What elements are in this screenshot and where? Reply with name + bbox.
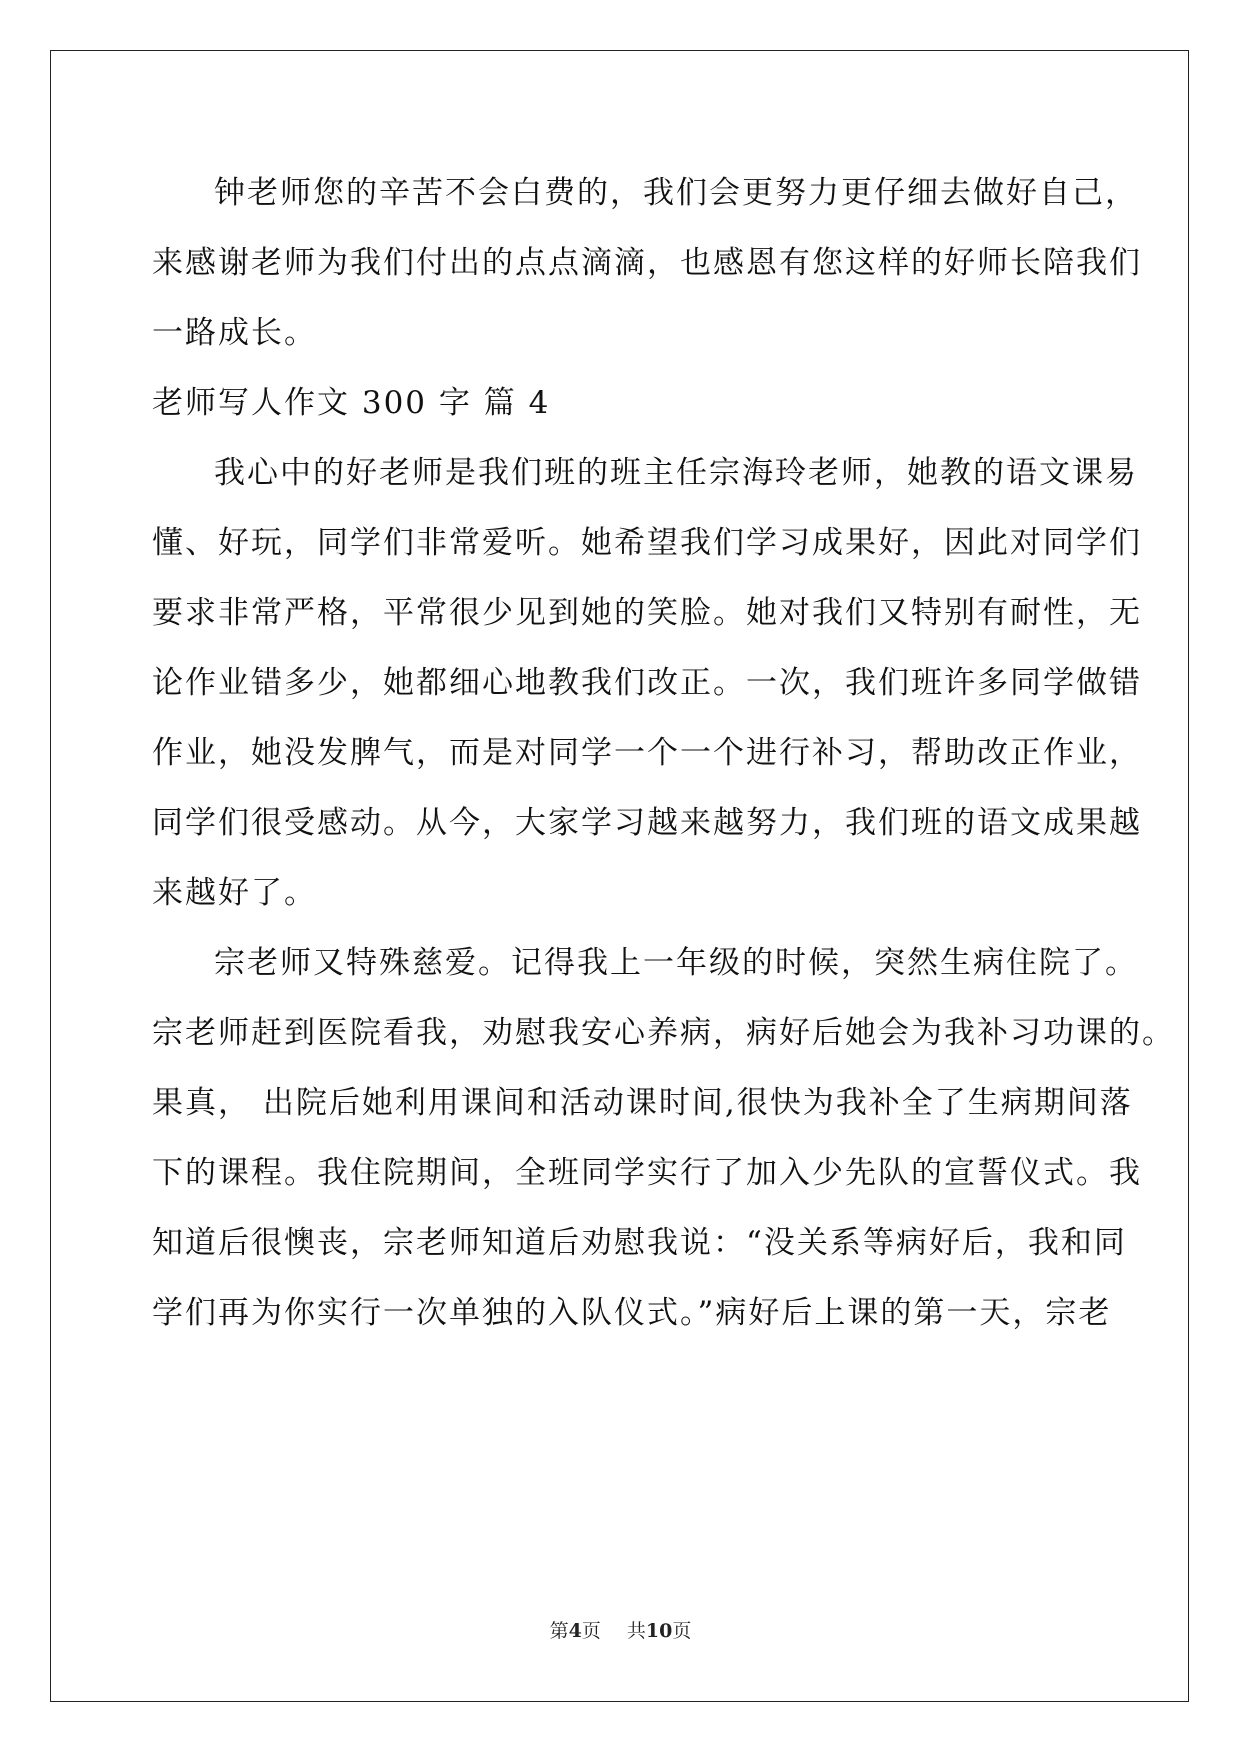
paragraph-line: 我心中的好老师是我们班的班主任宗海玲老师，她教的语文课易 <box>214 455 1138 491</box>
paragraph-line: 知道后很懊丧，宗老师知道后劝慰我说：“没关系等病好后，我和同 <box>152 1225 1127 1261</box>
paragraph-line: 宗老师赶到医院看我，劝慰我安心养病，病好后她会为我补习功课的。 <box>152 1015 1175 1051</box>
paragraph-line: 作业，她没发脾气，而是对同学一个一个进行补习，帮助改正作业， <box>152 735 1142 771</box>
page-number: 4 <box>568 1620 582 1642</box>
total-prefix: 共 <box>626 1620 646 1642</box>
paragraph-line: 来感谢老师为我们付出的点点滴滴，也感恩有您这样的好师长陪我们 <box>152 245 1142 281</box>
paragraph-line: 学们再为你实行一次单独的入队仪式。”病好后上课的第一天，宗老 <box>152 1295 1112 1331</box>
paragraph-line: 同学们很受感动。从今，大家学习越来越努力，我们班的语文成果越 <box>152 805 1142 841</box>
paragraph-line: 要求非常严格，平常很少见到她的笑脸。她对我们又特别有耐性，无 <box>152 595 1142 631</box>
paragraph-line: 一路成长。 <box>152 315 317 351</box>
paragraph-line: 果真， 出院后她利用课间和活动课时间,很快为我补全了生病期间落 <box>152 1085 1133 1121</box>
page-suffix: 页 <box>581 1620 601 1642</box>
page-prefix: 第 <box>549 1620 569 1642</box>
paragraph-line: 下的课程。我住院期间，全班同学实行了加入少先队的宣誓仪式。我 <box>152 1155 1142 1191</box>
paragraph-line: 论作业错多少，她都细心地教我们改正。一次，我们班许多同学做错 <box>152 665 1142 701</box>
paragraph-line: 钟老师您的辛苦不会白费的，我们会更努力更仔细去做好自己， <box>214 175 1138 211</box>
section-heading: 老师写人作文 300 字 篇 4 <box>152 385 551 421</box>
page-total: 10 <box>645 1620 673 1642</box>
paragraph-line: 宗老师又特殊慈爱。记得我上一年级的时候，突然生病住院了。 <box>214 945 1138 981</box>
page-footer <box>0 1619 1241 1643</box>
paragraph-line: 懂、好玩，同学们非常爱听。她希望我们学习成果好，因此对同学们 <box>152 525 1142 561</box>
paragraph-line: 来越好了。 <box>152 875 317 911</box>
total-suffix: 页 <box>672 1620 692 1642</box>
